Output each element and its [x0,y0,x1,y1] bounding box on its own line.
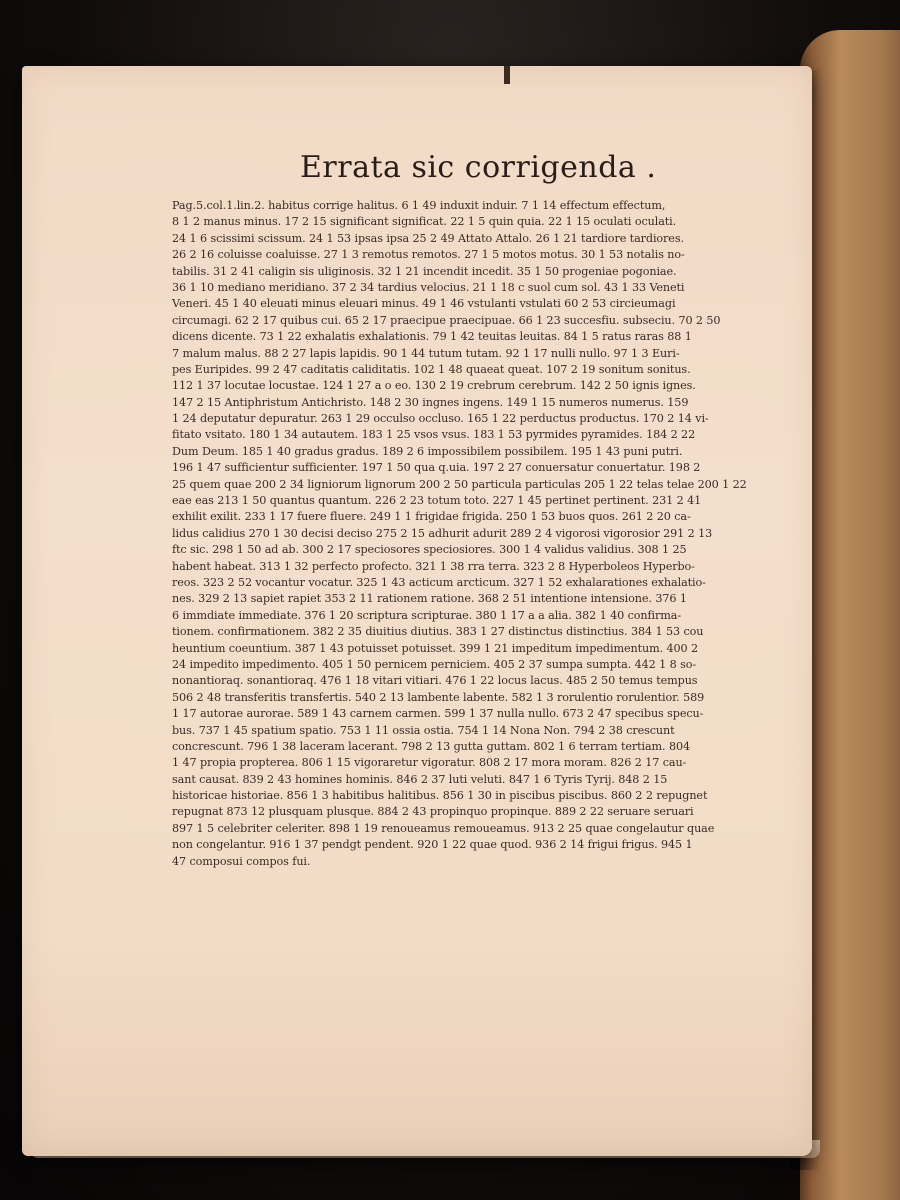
errata-line: reos. 323 2 52 vocantur vocatur. 325 1 43 acticum arcticum. 327 1 52 exhalarationes exhalatio- [172,575,706,589]
errata-line: 36 1 10 mediano meridiano. 37 2 34 tardius velocius. 21 1 18 c suol cum sol. 43 1 33 Veneti [172,280,685,294]
errata-line: Dum Deum. 185 1 40 gradus gradus. 189 2 6 impossibilem possibilem. 195 1 43 puni putri. [172,444,683,458]
errata-line: 24 1 6 scissimi scissum. 24 1 53 ipsas ipsa 25 2 49 Attato Attalo. 26 1 21 tardiore tardiores. [172,231,684,245]
errata-line: lidus calidius 270 1 30 decisi deciso 275 2 15 adhurit adurit 289 2 4 vigorosi vigorosior 291 2 13 [172,526,713,540]
errata-line: concrescunt. 796 1 38 laceram lacerant. 798 2 13 gutta guttam. 802 1 6 terram tertiam. 804 [172,739,691,753]
errata-line: 8 1 2 manus minus. 17 2 15 significant significat. 22 1 5 quin quia. 22 1 15 oculati oculati. [172,215,677,229]
errata-line: 7 malum malus. 88 2 27 lapis lapidis. 90 1 44 tutum tutam. 92 1 17 nulli nullo. 97 1 3 Euri- [172,346,680,360]
errata-line: tionem. confirmationem. 382 2 35 diuitius diutius. 383 1 27 distinctus distinctius. 384 1 53 cou [172,625,704,639]
errata-line: nonantioraq. sonantioraq. 476 1 18 vitari vitiari. 476 1 22 locus lacus. 485 2 50 temus tempus [172,674,698,688]
errata-line: 26 2 16 coluisse coaluisse. 27 1 3 remotus remotos. 27 1 5 motos motus. 30 1 53 notalis no- [172,248,685,262]
errata-line: 25 quem quae 200 2 34 ligniorum lignorum 200 2 50 particula particulas 205 1 22 telas telae 200 1 22 [172,477,747,491]
errata-line: pes Euripides. 99 2 47 caditatis caliditatis. 102 1 48 quaeat queat. 107 2 19 sonitum sonitus. [172,362,691,376]
errata-line: 47 composui compos fui. [172,854,311,868]
errata-line: bus. 737 1 45 spatium spatio. 753 1 11 ossia ostia. 754 1 14 Nona Non. 794 2 38 crescunt [172,723,675,737]
errata-line: 147 2 15 Antiphristum Antichristo. 148 2 30 ingnes ingens. 149 1 15 numeros numerus. 159 [172,395,689,409]
page-title: Errata sic corrigenda . [300,150,657,185]
errata-line: exhilit exilit. 233 1 17 fuere fluere. 249 1 1 frigidae frigida. 250 1 53 buos quos. 261 2 20 ca- [172,510,691,524]
errata-line: tabilis. 31 2 41 caligin sis uliginosis. 32 1 21 incendit incedit. 35 1 50 progeniae pogoniae. [172,264,677,278]
top-binding-mark [504,66,510,84]
errata-line: sant causat. 839 2 43 homines hominis. 846 2 37 luti veluti. 847 1 6 Tyris Tyrij. 848 2 15 [172,772,668,786]
errata-line: 1 24 deputatur depuratur. 263 1 29 occulso occluso. 165 1 22 perductus productus. 170 2 14 vi- [172,412,709,426]
errata-line: ftc sic. 298 1 50 ad ab. 300 2 17 speciosores speciosiores. 300 1 4 validus validius. 308 1 25 [172,543,687,557]
errata-line: historicae historiae. 856 1 3 habitibus halitibus. 856 1 30 in piscibus piscibus. 860 2 2 repugnet [172,789,708,803]
errata-line: non congelantur. 916 1 37 pendgt pendent. 920 1 22 quae quod. 936 2 14 frigui frigus. 945 1 [172,838,693,852]
errata-line: 1 17 autorae aurorae. 589 1 43 carnem carmen. 599 1 37 nulla nullo. 673 2 47 specibus specu- [172,707,704,721]
errata-line: 112 1 37 locutae locustae. 124 1 27 a o eo. 130 2 19 crebrum cerebrum. 142 2 50 ignis ignes. [172,379,696,393]
errata-line: Veneri. 45 1 40 eleuati minus eleuari minus. 49 1 46 vstulanti vstulati 60 2 53 circieumagi [172,297,676,311]
errata-line: nes. 329 2 13 sapiet rapiet 353 2 11 rationem ratione. 368 2 51 intentione intensione. 376 1 [172,592,687,606]
errata-line: eae eas 213 1 50 quantus quantum. 226 2 23 totum toto. 227 1 45 pertinet pertinent. 231 2 41 [172,494,702,508]
errata-line: fitato vsitato. 180 1 34 autautem. 183 1 25 vsos vsus. 183 1 53 pyrmides pyramides. 184 2 22 [172,428,696,442]
errata-line: 897 1 5 celebriter celeriter. 898 1 19 renoueamus remoueamus. 913 2 25 quae congelautur quae [172,821,715,835]
errata-line: 196 1 47 sufficientur sufficienter. 197 1 50 qua q.uia. 197 2 27 conuersatur conuertatur. 198 2 [172,461,701,475]
errata-line: 6 immdiate immediate. 376 1 20 scriptura scripturae. 380 1 17 a a alia. 382 1 40 confirma- [172,608,682,622]
errata-line: habent habeat. 313 1 32 perfecto profecto. 321 1 38 rra terra. 323 2 8 Hyperboleos Hyperbo- [172,559,695,573]
errata-line: 1 47 propia propterea. 806 1 15 vigoraretur vigoratur. 808 2 17 mora moram. 826 2 17 cau- [172,756,687,770]
errata-line: Pag.5.col.1.lin.2. habitus corrige halitus. 6 1 49 induxit induir. 7 1 14 effectum effectum, [172,199,666,212]
errata-line: 24 impedito impedimento. 405 1 50 pernicem perniciem. 405 2 37 sumpa sumpta. 442 1 8 so- [172,657,697,671]
errata-list [172,198,792,870]
errata-line: dicens dicente. 73 1 22 exhalatis exhalationis. 79 1 42 teuitas leuitas. 84 1 5 ratus raras 88 1 [172,330,692,344]
errata-line: 506 2 48 transferitis transfertis. 540 2 13 lambente labente. 582 1 3 rorulentio rorulentior. 589 [172,690,705,704]
errata-line: heuntium coeuntium. 387 1 43 potuisset potuisset. 399 1 21 impeditum impedimentum. 400 2 [172,641,699,655]
errata-line: repugnat 873 12 plusquam plusque. 884 2 43 propinquo propinque. 889 2 22 seruare seruari [172,805,694,819]
errata-line: circumagi. 62 2 17 quibus cui. 65 2 17 praecipue praecipuae. 66 1 23 succesfiu. subseciu. 70 2 50 [172,313,721,327]
